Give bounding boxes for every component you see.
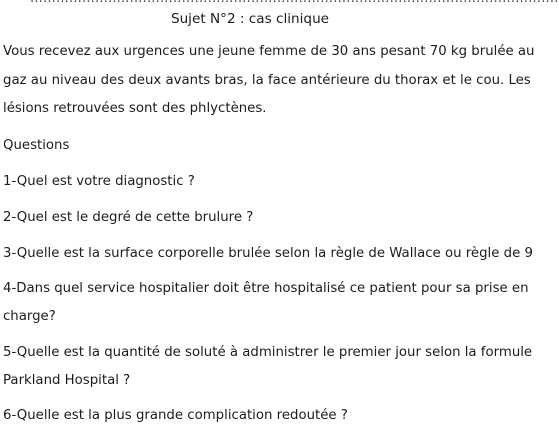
question-2: 2-Quel est le degré de cette brulure ?: [3, 210, 254, 225]
question-4-line-2: charge?: [3, 309, 56, 324]
document-title: Sujet N°2 : cas clinique: [170, 11, 330, 27]
questions-heading: Questions: [3, 138, 70, 153]
question-1: 1-Quel est votre diagnostic ?: [3, 174, 195, 189]
question-5-line-1: 5-Quelle est la quantité de soluté à administrer le premier jour selon la formule: [3, 345, 533, 360]
case-text-line-3: lésions retrouvées sont des phlyctènes.: [3, 101, 267, 116]
question-4-line-1: 4-Dans quel service hospitalier doit être hospitalisé ce patient pour sa prise en: [3, 281, 529, 296]
question-5-line-2: Parkland Hospital ?: [3, 373, 131, 388]
case-text-line-1: Vous recevez aux urgences une jeune femme de 30 ans pesant 70 kg brulée au: [3, 44, 535, 59]
cropped-previous-line: [0, 0, 500, 3]
question-6: 6-Quelle est la plus grande complication redoutée ?: [3, 408, 348, 423]
question-3: 3-Quelle est la surface corporelle brulée selon la règle de Wallace ou règle de 9: [3, 246, 533, 261]
case-text-line-2: gaz au niveau des deux avants bras, la face antérieure du thorax et le cou. Les: [3, 73, 531, 88]
